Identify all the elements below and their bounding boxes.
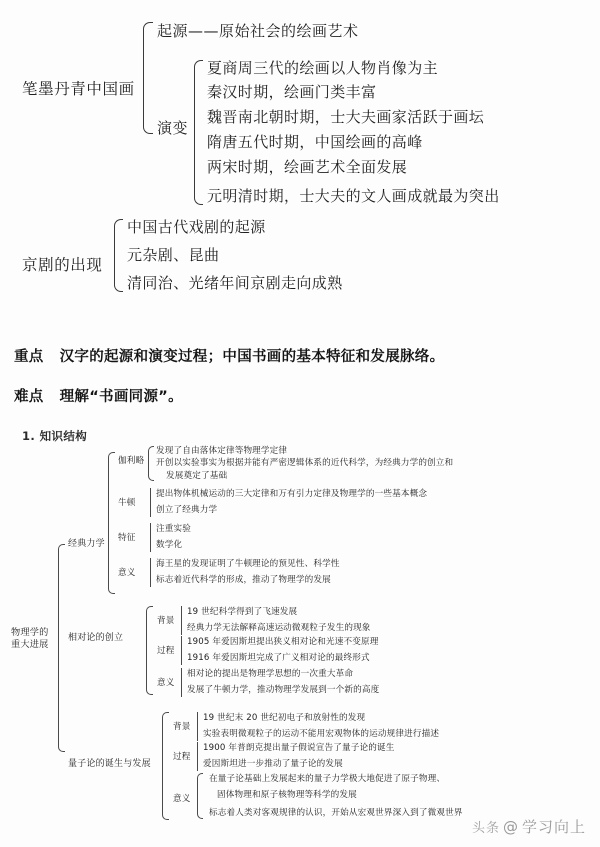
leaf-item: 创立了经典力学: [156, 505, 218, 515]
leaf-item: 标志着人类对客观规律的认识，开始从宏观世界深入到了微观世界: [209, 808, 463, 818]
leaf-item: 1900 年普朗克提出量子假说宣告了量子论的诞生: [203, 743, 395, 753]
section-heading: 1. 知识结构: [22, 429, 88, 443]
leaf-item: 相对论的提出是物理学思想的一次重大革命: [187, 669, 354, 679]
evolution-brace: [194, 60, 203, 205]
evolution-item: 两宋时期，绘画艺术全面发展: [207, 158, 408, 176]
leaf-item: 经典力学无法解释高速运动微观粒子发生的现象: [187, 623, 371, 633]
leaf-item: 19 世纪末 20 世纪初电子和放射性的发现: [203, 713, 366, 723]
branch-label-quantum: 量子论的诞生与发展: [68, 759, 151, 769]
galileo-brace: [148, 446, 154, 481]
leaf-item: 注重实验: [156, 524, 191, 534]
relativity-brace: [146, 606, 153, 695]
watermark-account: 学习向上: [521, 818, 586, 836]
key-point-text: 汉字的起源和演变过程；中国书画的基本特征和发展脉络。: [59, 349, 445, 365]
chinese-painting-knowledge-tree: [0, 0, 600, 318]
leaf-item: 提出物体机械运动的三大定律和万有引力定律及物理学的一些基本概念: [156, 489, 428, 499]
significance-divider: [150, 558, 151, 587]
group-label-newton: 牛顿: [118, 498, 136, 508]
relativity-background-divider: [181, 606, 182, 635]
leaf-item: 发展了牛顿力学，推动物理学发展到一个新的高度: [187, 685, 380, 695]
group-label-relativity-background: 背景: [157, 616, 175, 626]
newton-divider: [150, 488, 151, 517]
relativity-significance-divider: [181, 668, 182, 697]
leaf-item: 数学化: [156, 540, 183, 550]
difficult-point-text: 理解“书画同源”。: [59, 389, 183, 405]
quantum-brace: [162, 712, 169, 820]
features-divider: [150, 523, 151, 552]
quantum-background-divider: [197, 712, 198, 741]
key-point-tag: 重点: [14, 349, 44, 365]
group-label-quantum-process: 过程: [173, 752, 191, 762]
group-label-quantum-significance: 意义: [173, 794, 191, 804]
group-label-quantum-background: 背景: [173, 722, 191, 732]
tree-root-chinese-painting: 笔墨丹青中国画: [22, 80, 135, 98]
leaf-item: 固体物理和原子核物理等科学的发展: [217, 790, 357, 800]
leaf-item: 在量子论基础上发展起来的量子力学极大地促进了原子物理、: [209, 774, 446, 784]
branch-label-relativity: 相对论的创立: [68, 633, 124, 643]
leaf-item: 发展奠定了基础: [166, 471, 228, 481]
evolution-item: 魏晋南北朝时期，士大夫画家活跃于画坛: [207, 108, 485, 126]
quantum-significance-brace: [197, 773, 203, 819]
leaf-item: 开创以实验事实为根据并能有严密逻辑体系的近代科学，为经典力学的创立和: [156, 458, 454, 468]
difficult-point-tag: 难点: [14, 389, 44, 405]
group-label-galileo: 伽利略: [118, 456, 145, 466]
branch-label-classical-mechanics: 经典力学: [68, 539, 105, 549]
key-point-line: [14, 345, 444, 366]
peking-opera-brace: [114, 219, 123, 292]
evolution-item: 隋唐五代时期，中国绘画的高峰: [207, 133, 423, 151]
watermark: [472, 816, 586, 837]
peking-opera-item: 中国古代戏剧的起源: [127, 218, 266, 236]
group-label-significance: 意义: [118, 568, 136, 578]
leaf-item: 海王星的发现证明了牛顿理论的预见性、科学性: [156, 559, 340, 569]
physics-root-line1: 物理学的: [11, 627, 49, 638]
leaf-item: 19 世纪科学得到了飞速发展: [187, 607, 298, 617]
leaf-item: 发现了自由落体定律等物理学定律: [156, 446, 288, 456]
leaf-item: 爱因斯坦进一步推动了量子论的发展: [203, 759, 343, 769]
watermark-at-symbol: @: [502, 817, 519, 836]
evolution-item: 秦汉时期，绘画门类丰富: [207, 83, 377, 101]
branch-evolution-label: 演变: [157, 119, 189, 137]
root-brace: [143, 22, 153, 134]
quantum-process-divider: [197, 742, 198, 771]
peking-opera-item: 元杂剧、昆曲: [127, 246, 220, 264]
difficult-point-line: [14, 385, 183, 406]
leaf-item: 1916 年爱因斯坦完成了广义相对论的最终形式: [187, 653, 370, 663]
leaf-item: 标志着近代科学的形成，推动了物理学的发展: [156, 575, 331, 585]
classical-mechanics-brace: [108, 452, 115, 594]
physics-knowledge-tree: [0, 440, 600, 840]
relativity-process-divider: [181, 636, 182, 665]
branch-origin: 起源——原始社会的绘画艺术: [157, 22, 359, 40]
peking-opera-item: 清同治、光绪年间京剧走向成熟: [127, 274, 343, 292]
group-label-features: 特征: [118, 533, 136, 543]
evolution-item: 元明清时期，士大夫的文人画成就最为突出: [207, 187, 500, 205]
tree-root-peking-opera: 京剧的出现: [22, 256, 103, 274]
watermark-brand: 头条: [471, 821, 500, 836]
leaf-item: 1905 年爱因斯坦提出狭义相对论和光速不变原理: [187, 637, 379, 647]
evolution-item: 夏商周三代的绘画以人物肖像为主: [207, 59, 439, 77]
physics-root-line2: 重大进展: [11, 639, 49, 650]
leaf-item: 实验表明微观粒子的运动不能用宏观物体的运动规律进行描述: [203, 729, 440, 739]
group-label-relativity-significance: 意义: [157, 678, 175, 688]
group-label-relativity-process: 过程: [157, 646, 175, 656]
physics-root-brace: [58, 544, 65, 752]
